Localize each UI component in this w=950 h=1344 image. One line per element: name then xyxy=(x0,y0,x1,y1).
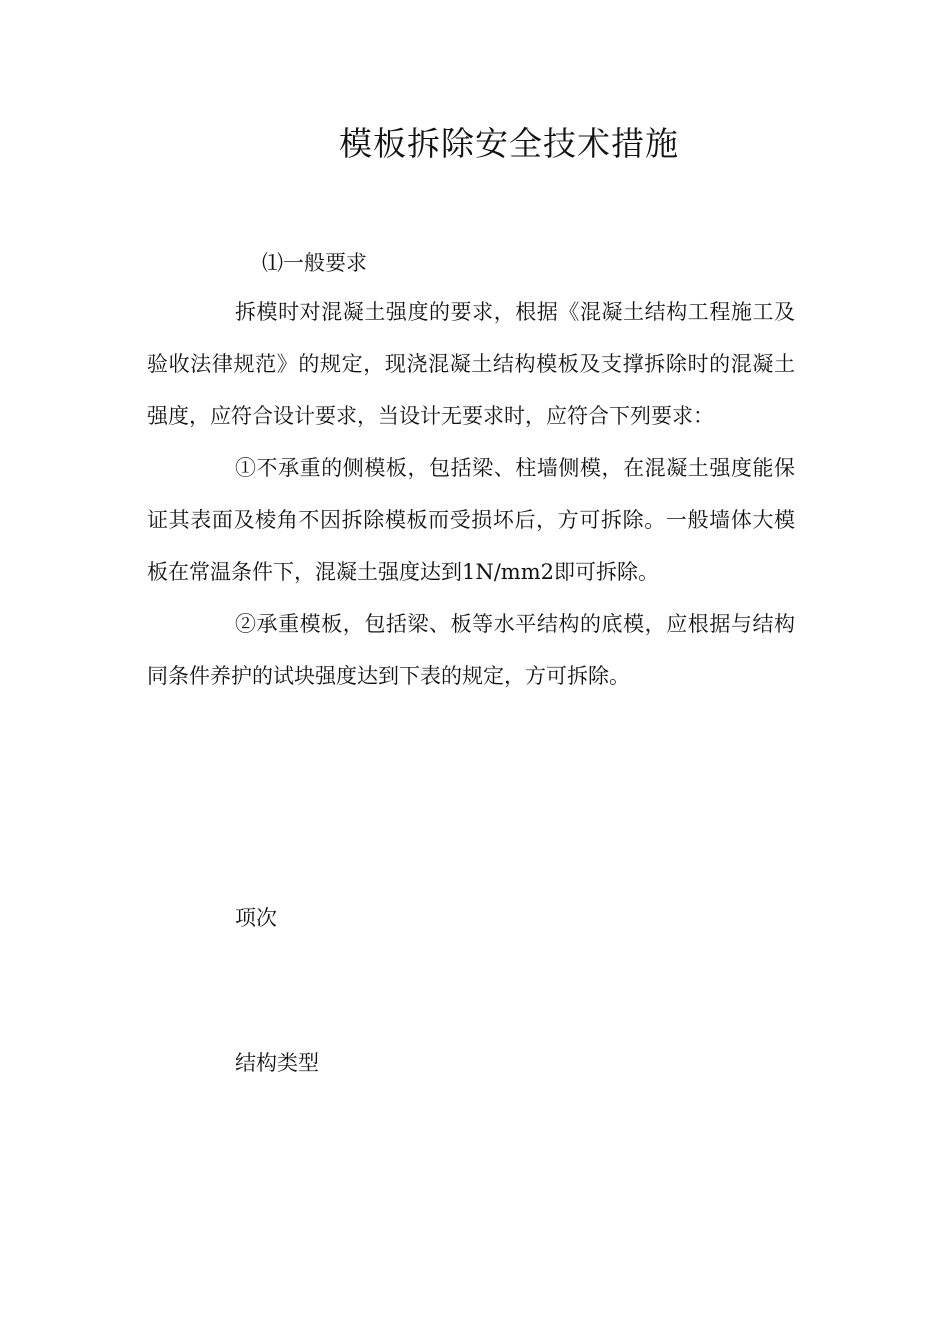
table-label-item-number: 项次 xyxy=(235,906,277,930)
document-title: 模板拆除安全技术措施 xyxy=(339,124,679,163)
paragraph-load-bearing-formwork: ②承重模板，包括梁、板等水平结构的底模，应根据与结构同条件养护的试块强度达到下表的规定，方可拆除。 xyxy=(147,612,795,688)
table-label-structure-type: 结构类型 xyxy=(235,1051,319,1075)
section-heading: ⑴一般要求 xyxy=(262,251,367,275)
paragraph-strength-requirements: 拆模时对混凝土强度的要求，根据《混凝土结构工程施工及验收法律规范》的规定，现浇混凝土结构模板及支撑拆除时的混凝土强度，应符合设计要求，当设计无要求时，应符合下列要求： xyxy=(147,300,795,428)
paragraph-non-load-bearing-formwork: ①不承重的侧模板，包括梁、柱墙侧模，在混凝土强度能保证其表面及棱角不因拆除模板而受损坏后，方可拆除。一般墙体大模板在常温条件下，混凝土强度达到1N/mm2即可拆除。 xyxy=(147,456,795,584)
